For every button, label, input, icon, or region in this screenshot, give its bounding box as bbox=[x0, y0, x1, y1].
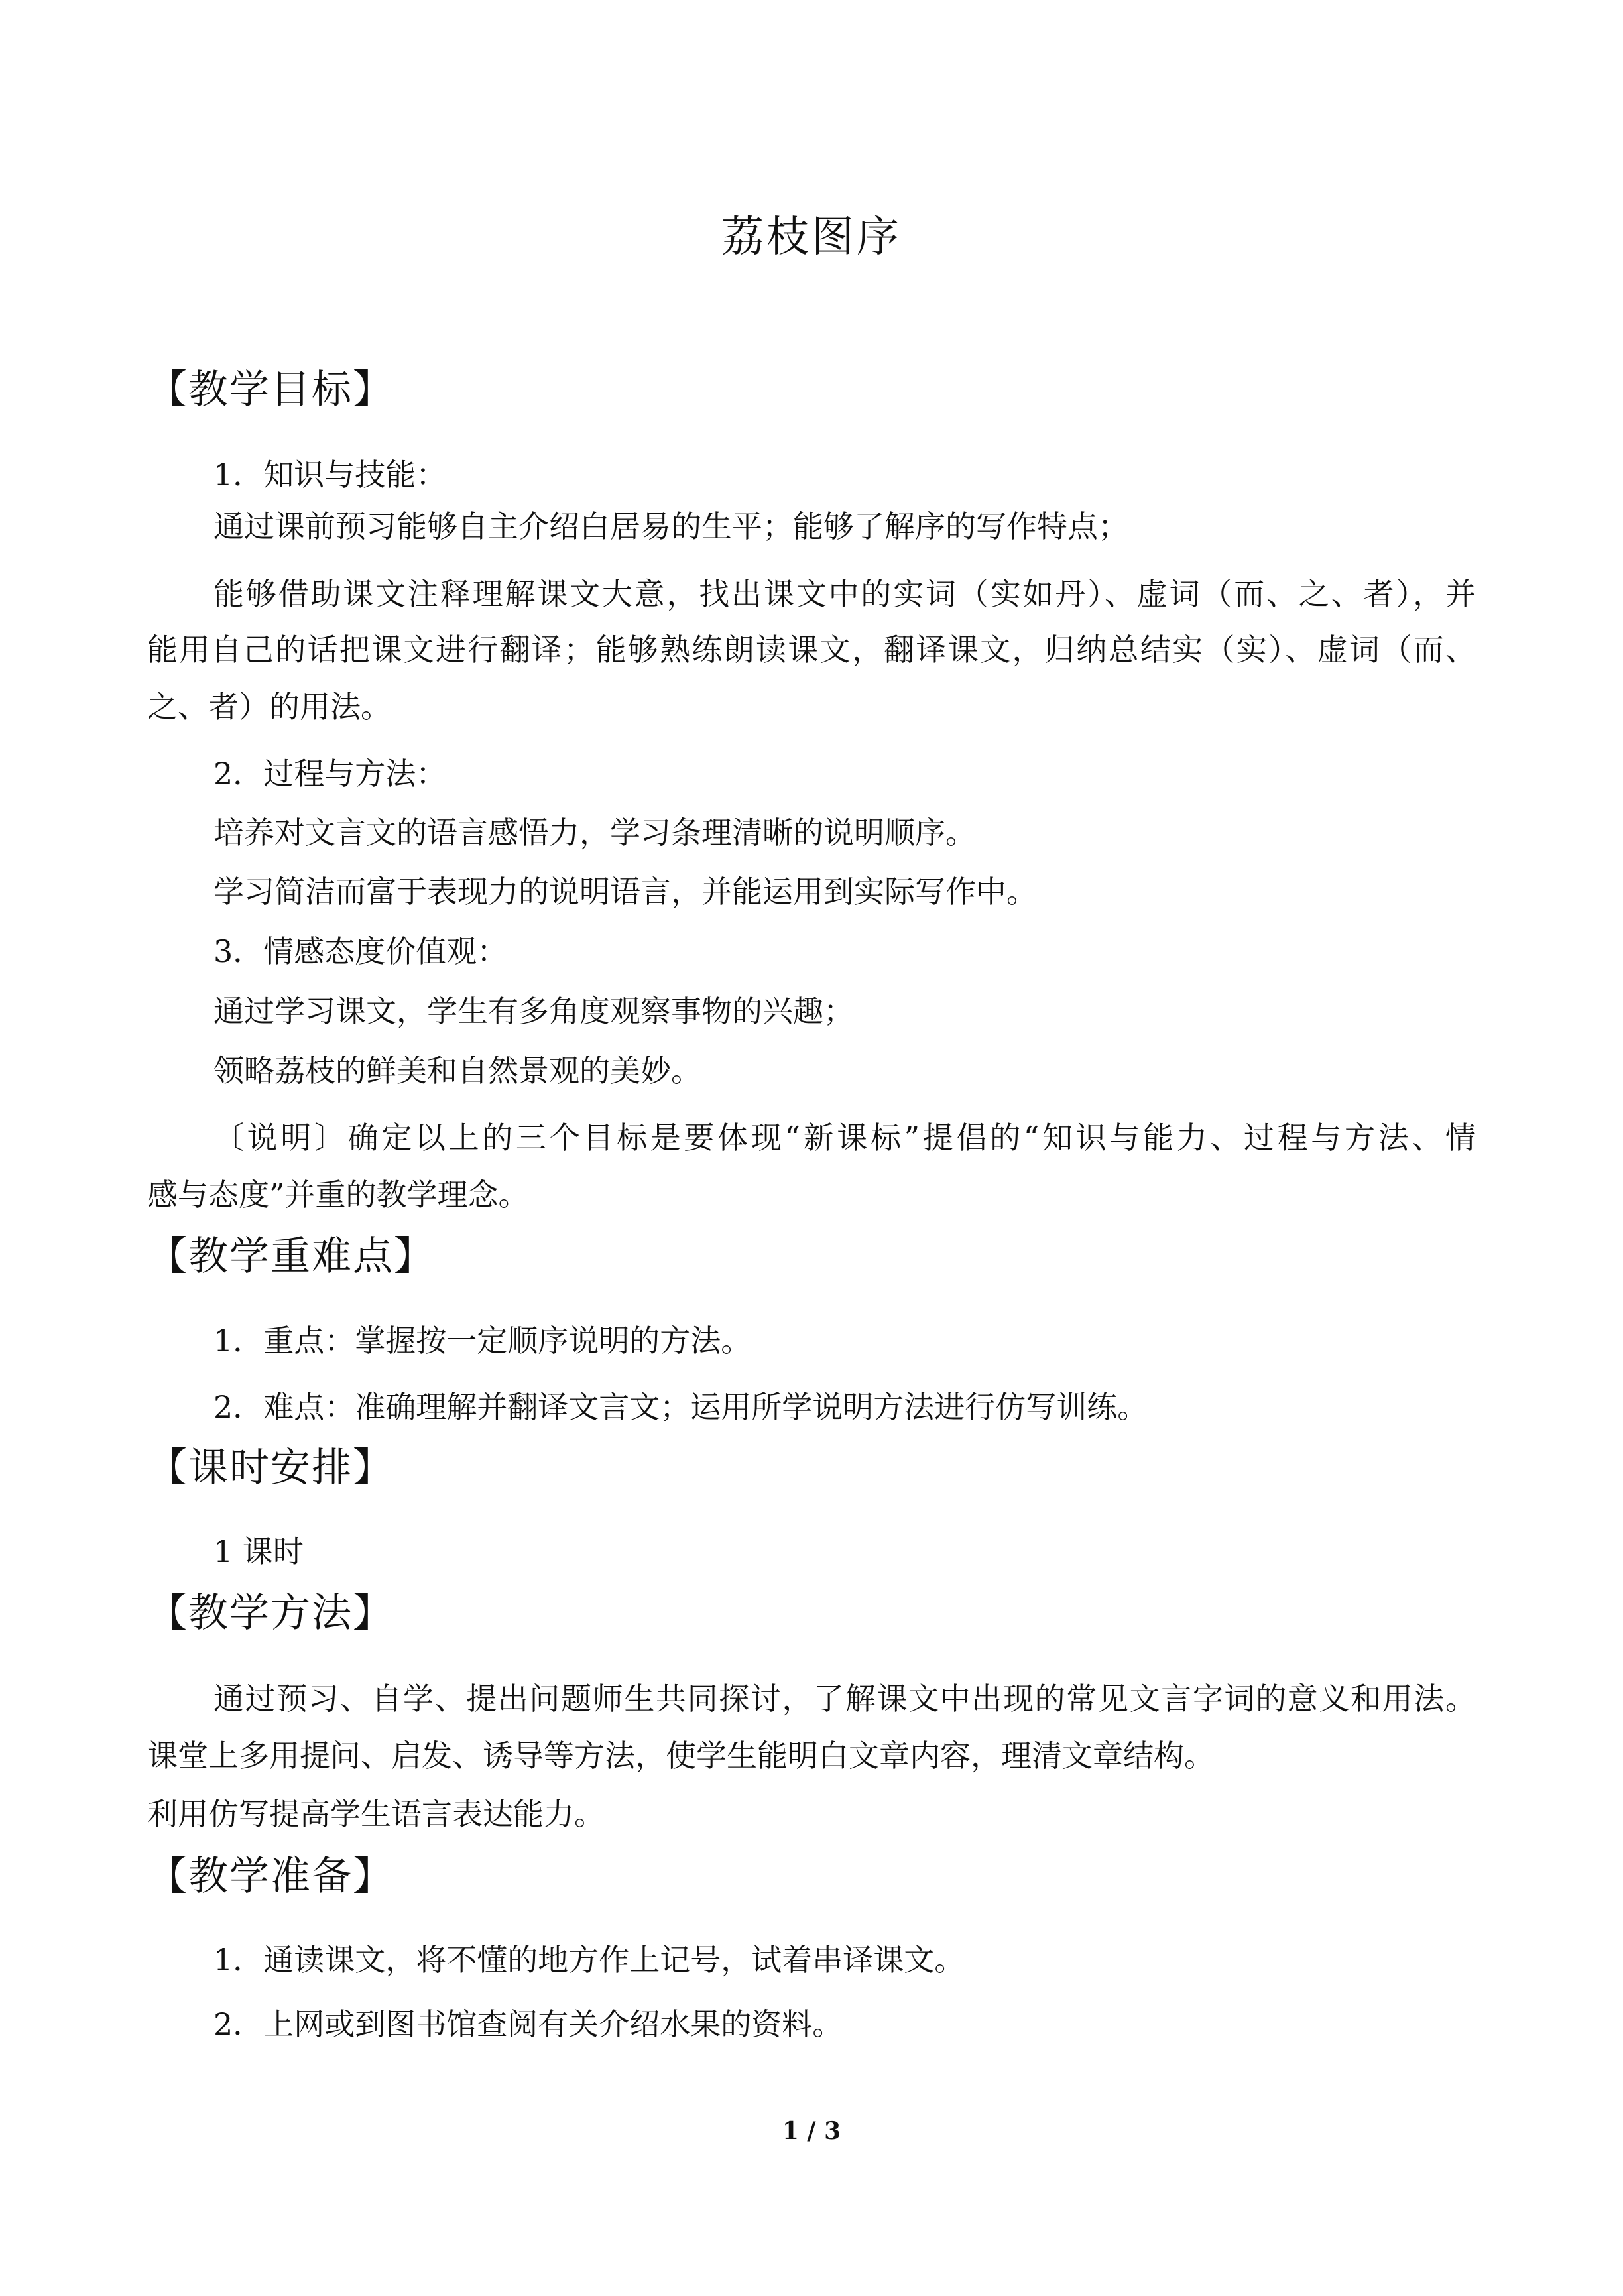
key-point-1: 1．重点：掌握按一定顺序说明的方法。 bbox=[213, 1323, 752, 1359]
methods-line-3: 利用仿写提高学生语言表达能力。 bbox=[147, 1796, 605, 1832]
schedule-heading: 【课时安排】 bbox=[147, 1445, 394, 1491]
key-points-heading: 【教学重难点】 bbox=[147, 1233, 435, 1280]
objective-1-detail-line-3: 之、者）的用法。 bbox=[147, 689, 391, 725]
objectives-note-line-2: 感与态度”并重的教学理念。 bbox=[147, 1177, 529, 1213]
objective-2-text-1: 培养对文言文的语言感悟力，学习条理清晰的说明顺序。 bbox=[213, 815, 976, 851]
page-number: 1 / 3 bbox=[782, 2117, 841, 2145]
schedule-value: 1 课时 bbox=[213, 1534, 304, 1569]
objective-1-label: 1．知识与技能： bbox=[213, 457, 447, 493]
objective-3-label: 3．情感态度价值观： bbox=[213, 934, 508, 969]
preparation-heading: 【教学准备】 bbox=[147, 1853, 394, 1900]
methods-line-1: 通过预习、自学、提出问题师生共同探讨，了解课文中出现的常见文言字词的意义和用法。 bbox=[213, 1681, 1476, 1717]
key-point-2: 2．难点：准确理解并翻译文言文；运用所学说明方法进行仿写训练。 bbox=[213, 1389, 1148, 1425]
preparation-item-2: 2．上网或到图书馆查阅有关介绍水果的资料。 bbox=[213, 2006, 843, 2042]
objective-2-label: 2．过程与方法： bbox=[213, 756, 447, 792]
objective-2-text-2: 学习简洁而富于表现力的说明语言，并能运用到实际写作中。 bbox=[213, 874, 1037, 910]
objective-3-text-1: 通过学习课文，学生有多角度观察事物的兴趣； bbox=[213, 993, 854, 1029]
objectives-heading: 【教学目标】 bbox=[147, 367, 394, 413]
document-title: 荔枝图序 bbox=[721, 213, 902, 262]
methods-line-2: 课堂上多用提问、启发、诱导等方法，使学生能明白文章内容，理清文章结构。 bbox=[147, 1738, 1215, 1774]
objective-1-detail-line-2: 能用自己的话把课文进行翻译；能够熟练朗读课文，翻译课文，归纳总结实（实）、虚词（而、 bbox=[147, 632, 1476, 668]
objective-3-text-2: 领略荔枝的鲜美和自然景观的美妙。 bbox=[213, 1053, 701, 1089]
objective-1-text: 通过课前预习能够自主介绍白居易的生平；能够了解序的写作特点； bbox=[213, 509, 1128, 544]
objectives-note-line-1: 〔说明〕确定以上的三个目标是要体现“新课标”提倡的“知识与能力、过程与方法、情 bbox=[213, 1120, 1476, 1156]
preparation-item-1: 1．通读课文，将不懂的地方作上记号，试着串译课文。 bbox=[213, 1942, 965, 1978]
methods-heading: 【教学方法】 bbox=[147, 1590, 394, 1636]
objective-1-detail-line-1: 能够借助课文注释理解课文大意，找出课文中的实词（实如丹）、虚词（而、之、者），并 bbox=[213, 576, 1476, 612]
